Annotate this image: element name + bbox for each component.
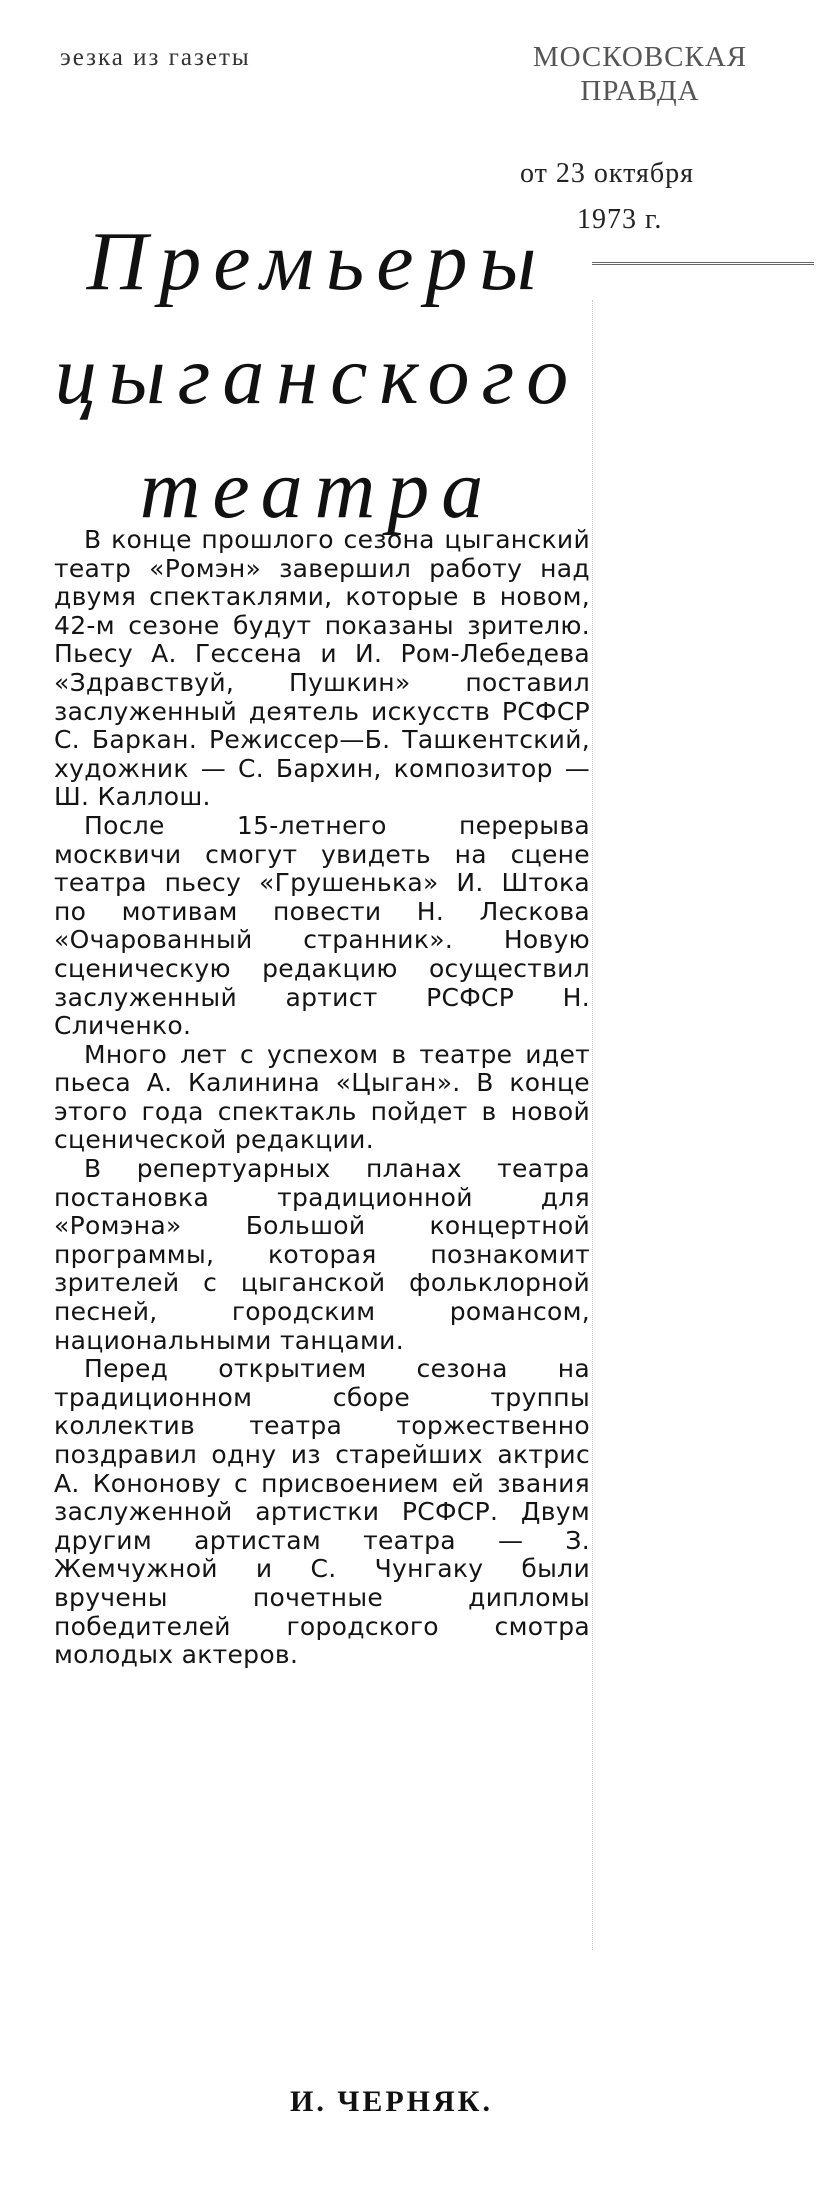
newspaper-name: [490, 40, 790, 108]
headline: [40, 205, 595, 547]
publication-year: 1973 г.: [577, 204, 663, 235]
article-paragraph: Перед открытием сезона на традиционном сборе труппы коллектив театра торжественно поздравил одну из старейших актрис А. Кононову с присвоением ей звания заслуженной артистки РСФСР. Двум другим артистам театра — З. Жемчужной и С. Чунгаку были вручены почетные дипломы победителей городского смотра молодых актеров.: [54, 1354, 590, 1670]
clipping-label: эезка из газеты: [60, 44, 251, 71]
newspaper-name-line2: ПРАВДА: [580, 75, 700, 107]
author-signature: И. ЧЕРНЯК.: [290, 2085, 493, 2118]
headline-line: цыганского: [54, 329, 581, 422]
headline-line: театра: [139, 443, 496, 536]
publication-date: от 23 октября: [520, 158, 694, 189]
date-divider: [592, 262, 814, 265]
article-paragraph: После 15-летнего перерыва москвичи смогут увидеть на сцене театра пьесу «Грушенька» И. Штока по мотивам повести Н. Лескова «Очарованный странник». Новую сценическую редакцию осуществил заслуженный артист РСФСР Н. Сличенко.: [54, 810, 590, 1041]
newspaper-name-line1: МОСКОВСКАЯ: [532, 41, 748, 73]
column-edge: [592, 300, 593, 1950]
article-paragraph: В репертуарных планах театра постановка традиционной для «Ромэна» Большой концертной программы, которая познакомит зрителей с цыганской фольклорной песней, городским романсом, национальными танцами.: [54, 1154, 590, 1355]
headline-line: Премьеры: [86, 215, 549, 308]
article-paragraph: Много лет с успехом в театре идет пьеса А. Калинина «Цыган». В конце этого года спектакль пойдет в новой сценической редакции.: [54, 1039, 590, 1155]
article-body: [54, 526, 590, 1670]
article-paragraph: В конце прошлого сезона цыганский театр «Ромэн» завершил работу над двумя спектаклями, которые в новом, 42-м сезоне будут показаны зрителю. Пьесу А. Гессена и И. Ром-Лебедева «Здравствуй, Пушкин» поставил заслуженный деятель искусств РСФСР С. Баркан. Режиссер—Б. Ташкентский, художник — С. Бархин, композитор — Ш. Каллош.: [54, 525, 590, 812]
